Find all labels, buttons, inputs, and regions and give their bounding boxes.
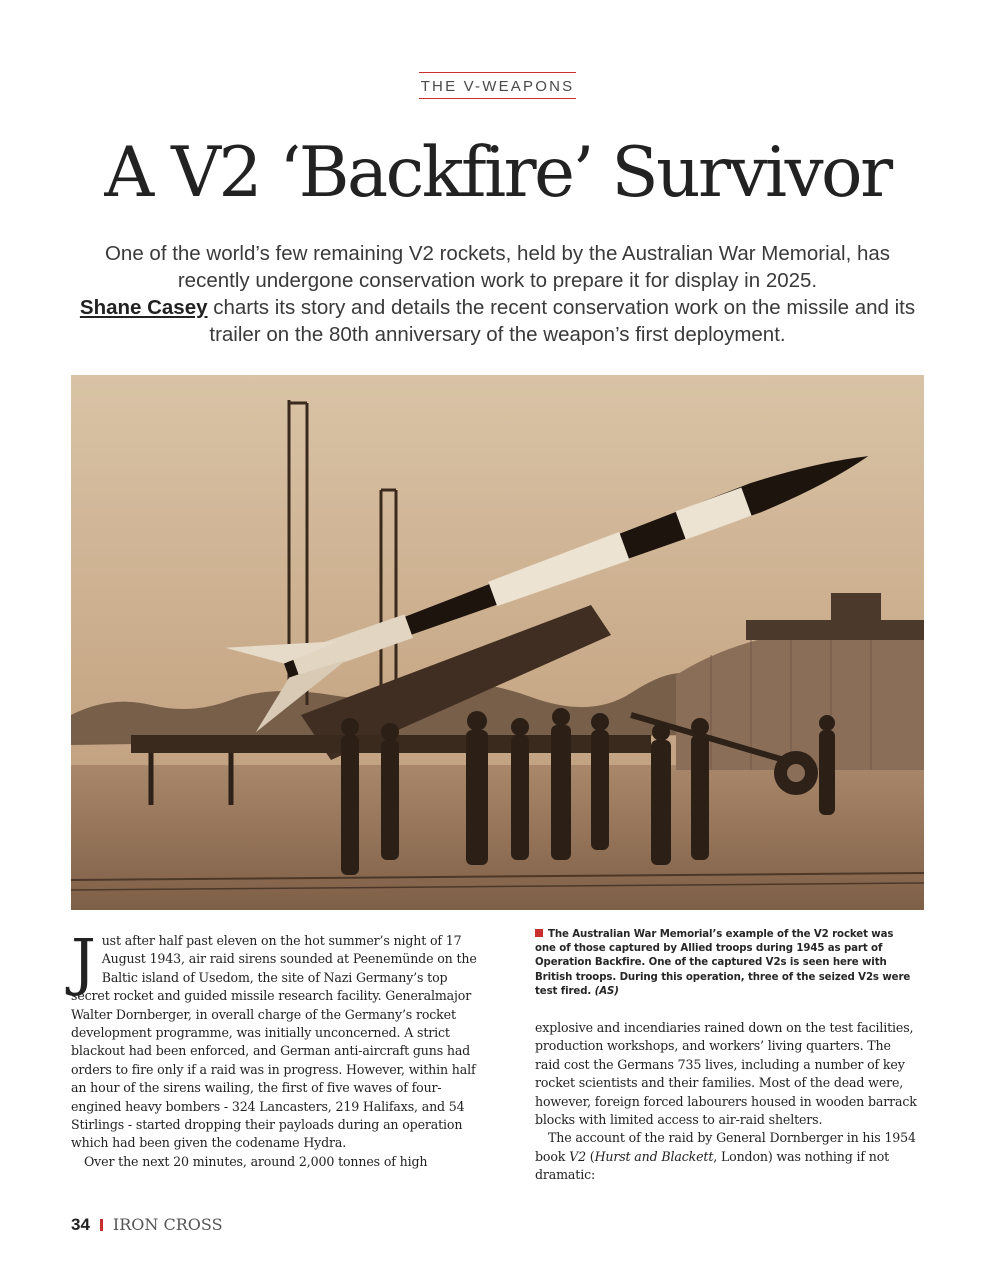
drop-cap: J [71,925,96,998]
author-link[interactable]: Shane Casey [79,296,208,319]
kicker-wrap [0,72,995,99]
page-number: 34 [71,1215,90,1234]
photo-caption [535,928,917,999]
body-column-right [535,928,917,1185]
v2-rocket-photo [71,375,924,910]
caption-marker [535,929,543,937]
p4-text-b: ( [585,1148,595,1164]
caption-credit: (AS) [594,985,619,997]
article-title: A V2 ‘Backfire’ Survivor [104,133,891,213]
book-title: V2 [569,1148,586,1164]
publisher-name: Hurst and Blackett [594,1148,714,1164]
body-column-left [71,925,487,1171]
page-footer [71,1215,223,1235]
p4-text-c: , London) was nothing if not dramatic: [535,1148,890,1183]
hangar-cupola [831,593,881,623]
footer-divider [100,1219,103,1231]
body-paragraph-4 [535,1129,917,1184]
caption-text: The Australian War Memorial’s example of the V2 rocket was one of those captured by Allied troops during 1945 as part of Operation Backfire. One of the captured V2s is seen here with British troops. During this operation, three of the seized V2s were test fired. [535,929,911,997]
magazine-name: IRON CROSS [112,1215,223,1234]
p4-text-a: The account of the raid by General Dornberger in his 1954 book [535,1130,916,1164]
standfirst-rest: charts its story and details the recent conservation work on the missile and its trailer on the 80th anniversary of the weapon’s first deployment. [207,296,916,346]
body-paragraph-1: ust after half past eleven on the hot summer’s night of 17 August 1943, air raid sirens sounded at Peenemünde on the Baltic island of Usedom, the site of Nazi Germany’s top secret rocket and guided missile research facility. Generalmajor Walter Dornberger, in overall charge of the Germany’s rocket development programme, was initially unconcerned. A strict blackout had been enforced, and German anti-aircraft guns had orders to fire only if a raid was in progress. However, within half an hour of the sirens wailing, the first of five waves of four-engined heavy bombers - 324 Lancasters, 219 Halifaxs, and 54 Stirlings - started dropping their payloads during an operation which had been given the codename Hydra. [71,933,477,1151]
section-kicker: THE V-WEAPONS [419,72,577,99]
v2-rocket-photo-drawing [71,375,924,910]
body-paragraph-2: Over the next 20 minutes, around 2,000 tonnes of high [84,1153,428,1169]
body-paragraph-3: explosive and incendiaries rained down on the test facilities, production workshops, and workers’ living quarters. The raid cost the Germans 735 lives, including a number of key rocket scientists and their families. Most of the dead were, however, foreign forced labourers housed in wooden barrack blocks with limited access to air-raid shelters. [535,1020,917,1128]
standfirst-intro: One of the world’s few remaining V2 rockets, held by the Australian War Memorial, has recently undergone conservation work to prepare it for display in 2025. [104,242,891,292]
standfirst [70,240,925,348]
